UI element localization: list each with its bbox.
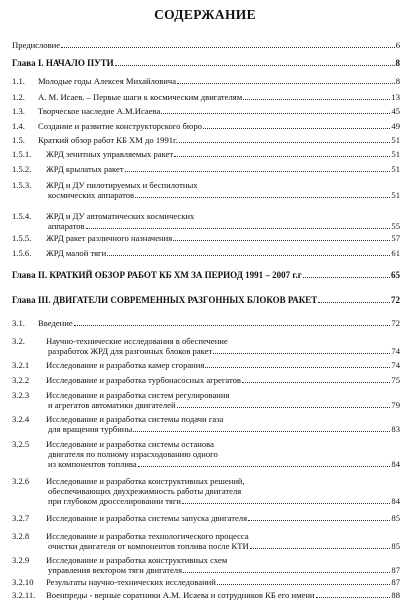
- toc-entry[interactable]: [12, 270, 400, 280]
- toc-entry-page-number: 84: [391, 496, 400, 506]
- toc-entry-number: 3.2.4: [12, 414, 30, 424]
- toc-entry[interactable]: [12, 58, 400, 68]
- toc-entry-page-number: 74: [391, 346, 400, 356]
- toc-entry-number: 1.5.3.: [12, 180, 32, 190]
- toc-entry[interactable]: [12, 180, 400, 200]
- toc-entry-text: при глубоком дросселировании тяги: [48, 496, 181, 506]
- toc-entry-page-number: 74: [391, 360, 400, 370]
- dot-leader: [174, 156, 390, 157]
- toc-entry-page-number: 65: [391, 270, 400, 280]
- toc-entry-number: 1.3.: [12, 106, 25, 116]
- toc-entry-text: аппаратов: [48, 221, 85, 231]
- toc-entry-text: из компонентов топлива: [48, 459, 137, 469]
- toc-entry-text: для вращения турбины: [48, 424, 133, 434]
- toc-entry[interactable]: [12, 211, 400, 231]
- dot-leader: [318, 302, 390, 303]
- toc-entry-text: Военпреды - верные соратники А.М. Исаева и сотрудников КБ его имени: [46, 590, 315, 600]
- toc-entry-page-number: 6: [395, 40, 400, 50]
- toc-entry-text: Глава II. КРАТКИЙ ОБЗОР РАБОТ КБ ХМ ЗА ПЕРИОД 1991 – 2007 г.г: [12, 270, 302, 280]
- toc-entry-number: 1.5.6.: [12, 248, 32, 258]
- dot-leader: [177, 407, 391, 408]
- toc-entry-page-number: 13: [391, 92, 400, 102]
- dot-leader: [248, 520, 390, 521]
- toc-entry-page-number: 85: [391, 513, 400, 523]
- toc-entry-page-number: 79: [391, 400, 400, 410]
- toc-entry-page-number: 83: [391, 424, 400, 434]
- toc-entry[interactable]: [12, 149, 400, 159]
- toc-entry-page-number: 51: [391, 135, 400, 145]
- dot-leader: [182, 503, 390, 504]
- toc-entry-number: 3.2.2: [12, 375, 30, 385]
- toc-entry-number: 3.2.9: [12, 555, 30, 565]
- toc-entry[interactable]: [12, 336, 400, 356]
- toc-entry[interactable]: [12, 414, 400, 434]
- toc-entry-text: Исследование и разработка конструктивных решений,: [46, 476, 245, 486]
- toc-entry-text: Исследование и разработка системы запуска двигателя: [46, 513, 248, 523]
- toc-entry[interactable]: [12, 439, 400, 469]
- dot-leader: [243, 99, 390, 100]
- dot-leader: [303, 277, 390, 278]
- toc-entry-text: ЖРД крылатых ракет: [46, 164, 124, 174]
- dot-leader: [205, 367, 390, 368]
- toc-entry-page-number: 51: [391, 164, 400, 174]
- dot-leader: [250, 548, 391, 549]
- toc-entry-text: Исследование и разработка систем регулирования: [46, 390, 230, 400]
- dot-leader: [86, 228, 391, 229]
- toc-entry[interactable]: [12, 92, 400, 102]
- toc-entry-page-number: 57: [391, 233, 400, 243]
- toc-entry[interactable]: [12, 513, 400, 523]
- toc-entry-text: Глава I. НАЧАЛО ПУТИ: [12, 58, 114, 68]
- toc-entry[interactable]: [12, 476, 400, 506]
- toc-entry-text: Введение: [38, 318, 73, 328]
- toc-entry-number: 1.5.1.: [12, 149, 32, 159]
- toc-entry-text: и агрегатов автоматики двигателей: [48, 400, 176, 410]
- toc-entry-text: Результаты научно-технических исследований: [46, 577, 216, 587]
- dot-leader: [177, 83, 395, 84]
- toc-entry-page-number: 51: [391, 149, 400, 159]
- dot-leader: [179, 142, 391, 143]
- toc-entry-page-number: 49: [391, 121, 400, 131]
- toc-entry-number: 1.2.: [12, 92, 25, 102]
- toc-entry-number: 3.2.5: [12, 439, 30, 449]
- dot-leader: [183, 572, 390, 573]
- dot-leader: [316, 597, 391, 598]
- toc-entry-text: очистки двигателя от компонентов топлива после КТИ: [48, 541, 249, 551]
- dot-leader: [173, 240, 390, 241]
- dot-leader: [203, 128, 390, 129]
- dot-leader: [133, 431, 390, 432]
- toc-entry-number: 3.2.6: [12, 476, 30, 486]
- toc-entry-text: Творческое наследие А.М.Исаева: [38, 106, 161, 116]
- toc-entry-page-number: 72: [391, 318, 400, 328]
- toc-entry-text: обеспечивающих двухрежимность работы двигателя: [48, 486, 242, 496]
- toc-entry-text: Исследование и разработка системы останова: [46, 439, 214, 449]
- toc-entry[interactable]: [12, 577, 400, 587]
- toc-entry-number: 1.5.5.: [12, 233, 32, 243]
- dot-leader: [61, 47, 395, 48]
- toc-entry[interactable]: [12, 40, 400, 50]
- toc-entry-page-number: 88: [391, 590, 400, 600]
- toc-entry-text: Глава III. ДВИГАТЕЛИ СОВРЕМЕННЫХ РАЗГОННЫХ БЛОКОВ РАКЕТ: [12, 295, 318, 305]
- toc-entry-page-number: 84: [391, 459, 400, 469]
- toc-entry-page-number: 72: [391, 295, 400, 305]
- dot-leader: [115, 65, 395, 66]
- toc-entry[interactable]: [12, 375, 400, 385]
- toc-entry-text: Исследование и разработка камер сгорания: [46, 360, 205, 370]
- page-title: СОДЕРЖАНИЕ: [154, 7, 256, 22]
- toc-entry-number: 1.5.2.: [12, 164, 32, 174]
- toc-entry-text: ЖРД ракет различного назначения: [46, 233, 173, 243]
- toc-entry-text: Краткий обзор работ КБ ХМ до 1991г.: [38, 135, 178, 145]
- toc-entry-number: 3.1.: [12, 318, 25, 328]
- toc-entry-page-number: 87: [391, 577, 400, 587]
- toc-entry-number: 3.2.11.: [12, 590, 36, 600]
- toc-entry[interactable]: [12, 164, 400, 174]
- toc-entry-text: ЖРД и ДУ автоматических космических: [46, 211, 195, 221]
- toc-entry-text: Создание и развитие конструкторского бюро: [38, 121, 202, 131]
- dot-leader: [74, 325, 391, 326]
- toc-entry-number: 3.2.8: [12, 531, 30, 541]
- toc-entry-text: А. М. Исаев. – Первые шаги к космическим двигателям: [38, 92, 243, 102]
- toc-entry-text: ЖРД малой тяги: [46, 248, 107, 258]
- toc-entry-page-number: 45: [391, 106, 400, 116]
- toc-entry-number: 3.2.3: [12, 390, 30, 400]
- toc-entry[interactable]: [12, 590, 400, 600]
- dot-leader: [213, 353, 390, 354]
- toc-entry-number: 1.5.: [12, 135, 25, 145]
- toc-entry-page-number: 61: [391, 248, 400, 258]
- toc-entry-text: разработок ЖРД для разгонных блоков ракет: [48, 346, 213, 356]
- dot-leader: [161, 113, 390, 114]
- toc-entry-text: Исследование и разработка технологического процесса: [46, 531, 249, 541]
- toc-entry-page-number: 85: [391, 541, 400, 551]
- toc-entry[interactable]: [12, 531, 400, 551]
- dot-leader: [125, 171, 391, 172]
- toc-entry-number: 3.2.10: [12, 577, 34, 587]
- toc-entry-text: Научно-технические исследования в обеспечение: [46, 336, 228, 346]
- toc-entry-text: Исследование и разработка конструктивных схем: [46, 555, 228, 565]
- toc-entry-number: 3.2.7: [12, 513, 30, 523]
- toc-entry-number: 1.4.: [12, 121, 25, 131]
- toc-entry-number: 3.2.: [12, 336, 25, 346]
- toc-entry-page-number: 87: [391, 565, 400, 575]
- toc-entry-page-number: 8: [395, 76, 400, 86]
- dot-leader: [217, 584, 391, 585]
- toc-entry-text: ЖРД зенитных управляемых ракет: [46, 149, 174, 159]
- toc-entry[interactable]: [12, 360, 400, 370]
- toc-entry-text: Исследование и разработка турбонасосных агрегатов: [46, 375, 241, 385]
- toc-entry-text: ЖРД и ДУ пилотируемых и беспилотных: [46, 180, 198, 190]
- toc-entry-page-number: 51: [391, 190, 400, 200]
- dot-leader: [242, 382, 390, 383]
- toc-entry-text: Предисловие: [12, 40, 61, 50]
- toc-entry-page-number: 55: [391, 221, 400, 231]
- toc-entry[interactable]: [12, 295, 400, 305]
- dot-leader: [107, 255, 390, 256]
- toc-entry[interactable]: [12, 135, 400, 145]
- toc-entry[interactable]: [12, 555, 400, 575]
- toc-entry-text: управления вектором тяги двигателя: [48, 565, 183, 575]
- dot-leader: [135, 197, 390, 198]
- toc-entry-page-number: 75: [391, 375, 400, 385]
- toc-entry[interactable]: [12, 248, 400, 258]
- toc-entry-page-number: 8: [395, 58, 400, 68]
- toc-entry[interactable]: [12, 318, 400, 328]
- toc-entry-number: 1.5.4.: [12, 211, 32, 221]
- toc-entry-text: Исследование и разработка системы подачи газа: [46, 414, 224, 424]
- toc-entry[interactable]: [12, 233, 400, 243]
- toc-entry[interactable]: [12, 390, 400, 410]
- toc-entry-text: Молодые годы Алексея Михайловича: [38, 76, 177, 86]
- toc-entry[interactable]: [12, 121, 400, 131]
- toc-entry-number: 3.2.1: [12, 360, 30, 370]
- toc-entry-text: космических аппаратов: [48, 190, 135, 200]
- toc-entry[interactable]: [12, 106, 400, 116]
- toc-entry-number: 1.1.: [12, 76, 25, 86]
- toc-entry-text: двигателя по полному израсходованию одного: [48, 449, 218, 459]
- toc-entry[interactable]: [12, 76, 400, 86]
- dot-leader: [138, 466, 391, 467]
